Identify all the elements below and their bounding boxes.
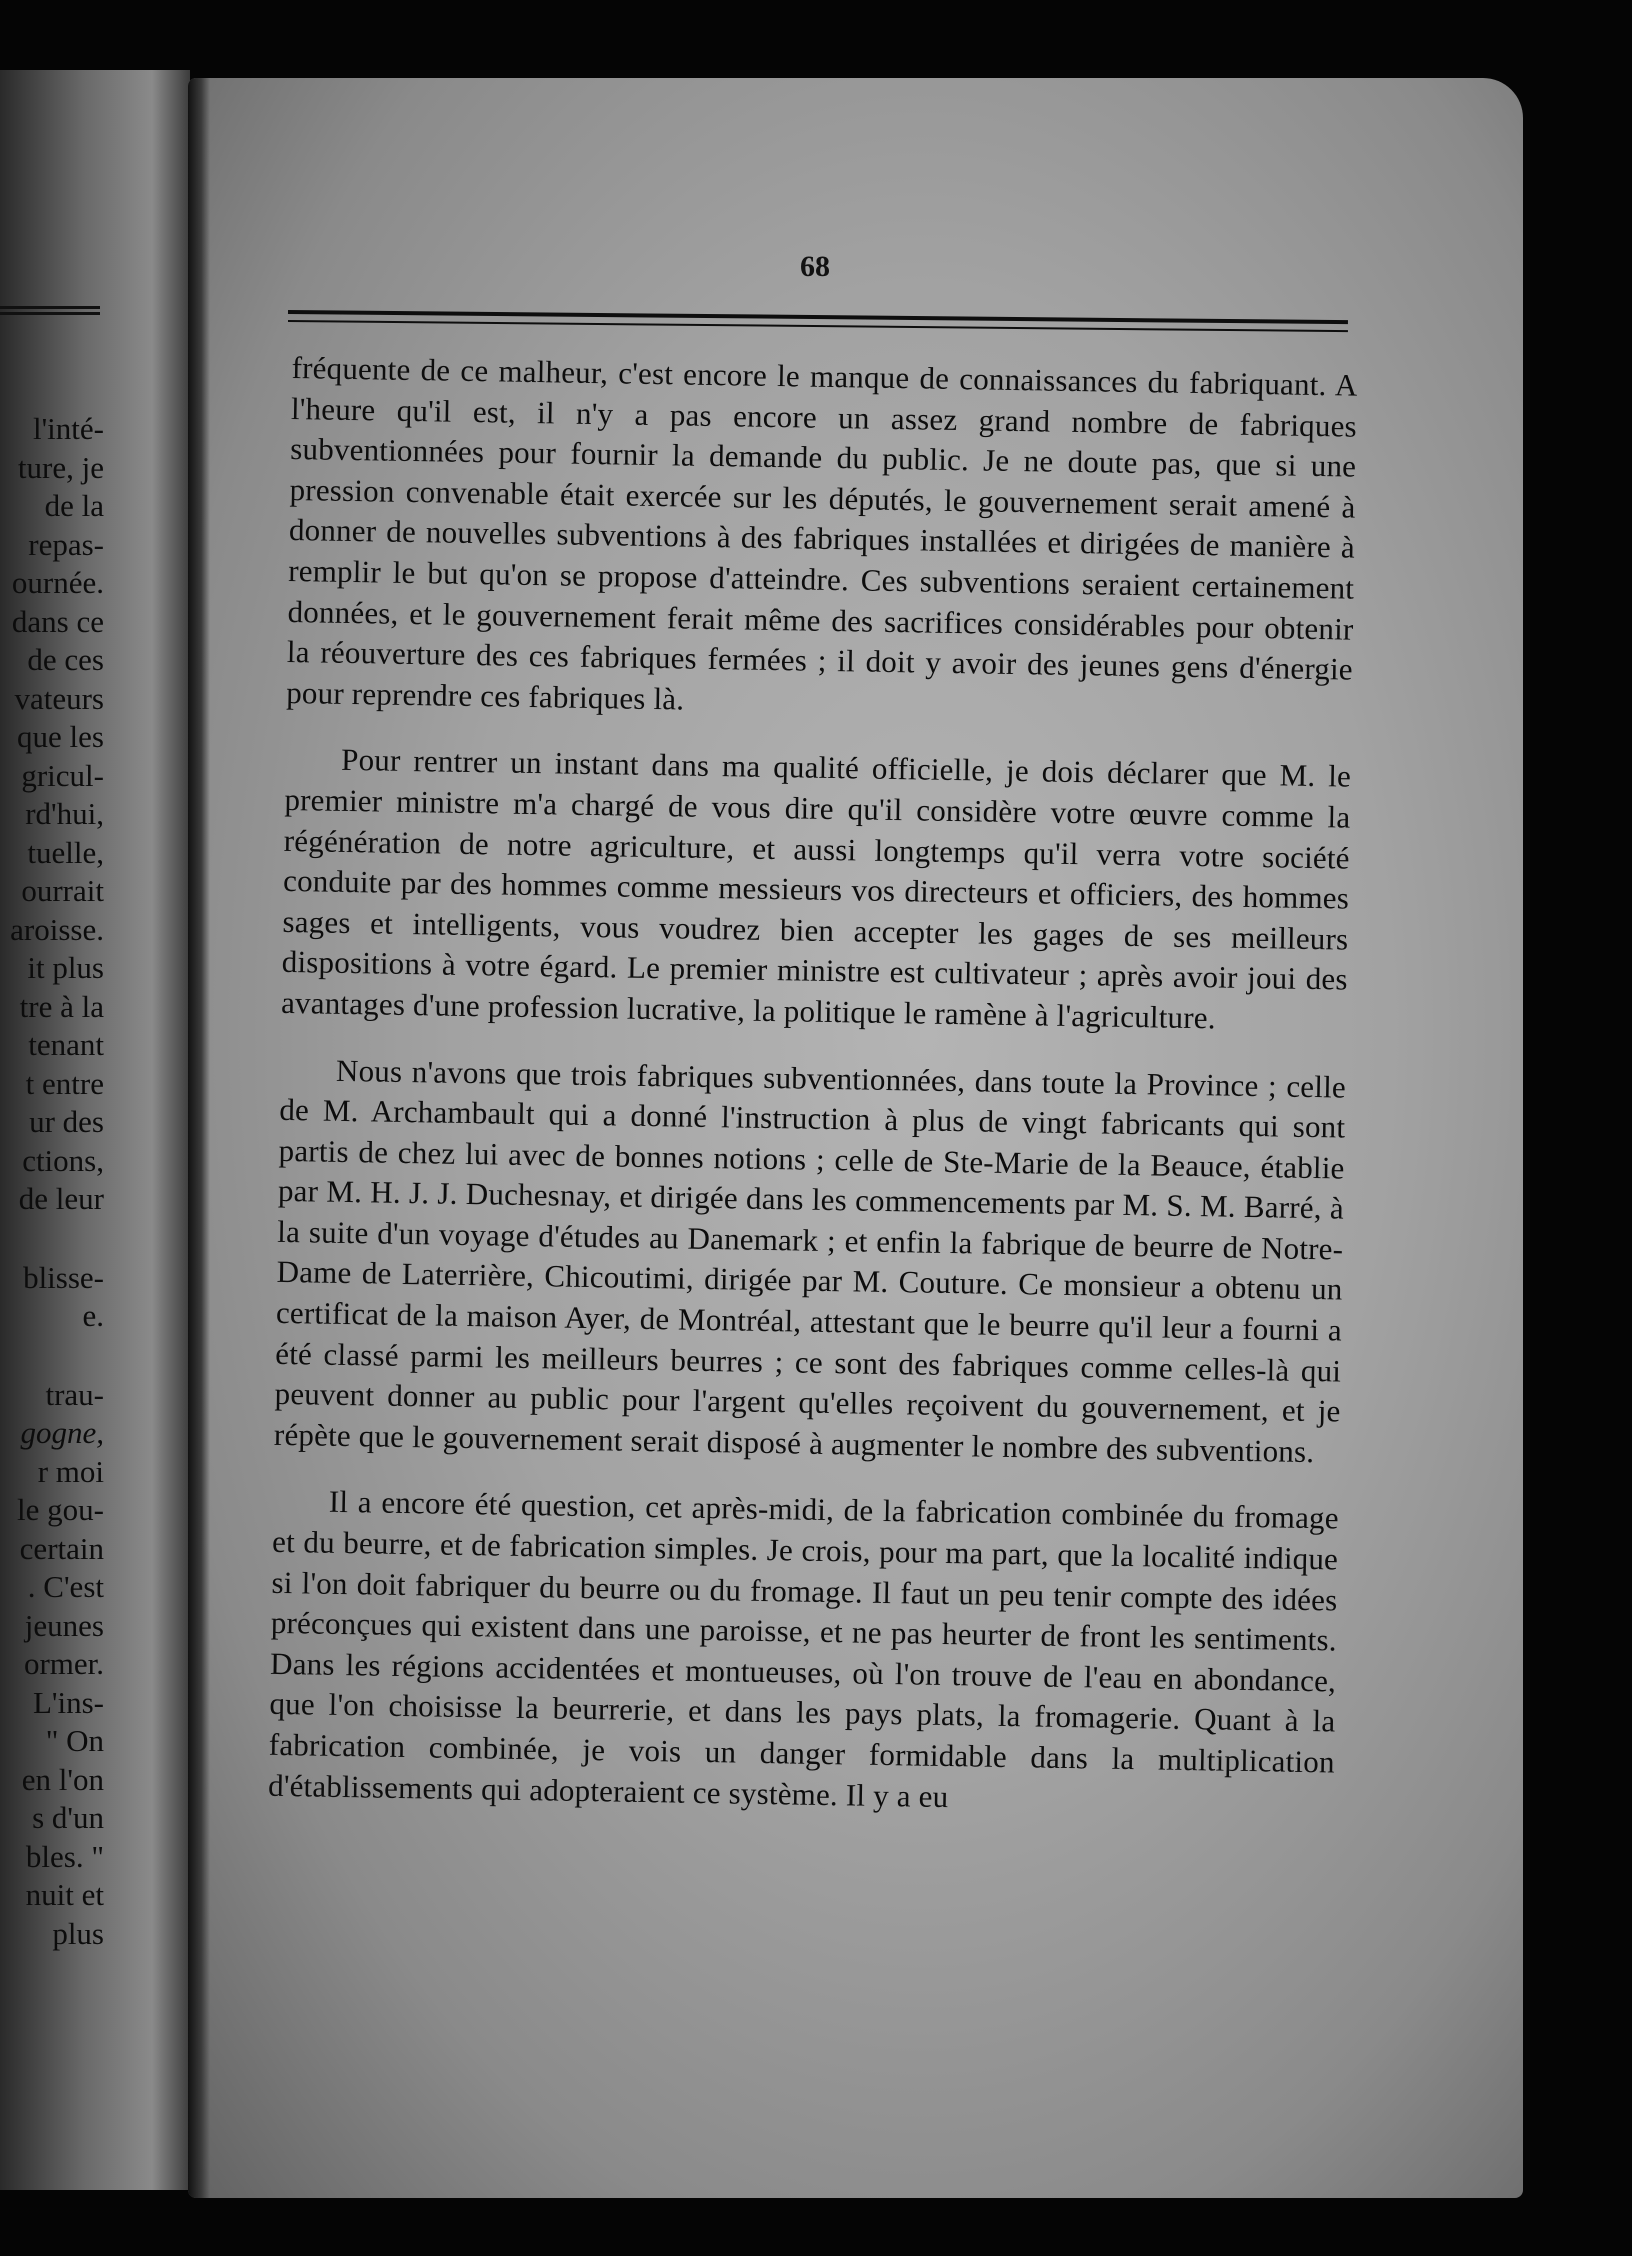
left-line: s d'un — [32, 1800, 104, 1835]
left-line: tenant — [28, 1027, 104, 1062]
page-number: 68 — [800, 250, 830, 283]
left-page-header-rule — [0, 306, 100, 309]
left-line: tuelle, — [27, 834, 104, 870]
left-spacer — [0, 1219, 104, 1259]
left-line: " On — [45, 1723, 104, 1758]
left-line: . C'est — [27, 1569, 104, 1604]
left-line: certain — [19, 1530, 104, 1566]
left-line: dans ce — [11, 603, 104, 639]
left-page-fragment — [0, 70, 190, 2190]
left-line: L'ins- — [32, 1684, 104, 1720]
left-line: l'inté- — [32, 411, 104, 446]
left-line: tre à la — [19, 988, 104, 1024]
left-line: bles. " — [25, 1838, 104, 1874]
left-line: le gou- — [17, 1492, 104, 1527]
page-spine-shadow — [188, 78, 210, 2198]
left-line: blisse- — [23, 1259, 104, 1295]
left-line: gricul- — [21, 757, 104, 793]
left-line: t entre — [25, 1065, 104, 1101]
left-line: de la — [44, 488, 104, 523]
left-line: ournée. — [11, 565, 104, 600]
left-line: de ces — [27, 642, 104, 677]
left-line: it plus — [27, 950, 104, 985]
left-spacer — [0, 1336, 104, 1376]
left-line: plus — [52, 1915, 104, 1951]
paragraph: Nous n'avons que trois fabriques subventionnées, dans toute la Province ; celle de M. Archambault qui a donné l'instruction à plus de vingt fabricants qui sont partis de chez lui avec de bonnes notions ; celle de Ste-Marie de la Beauce, établie par M. H. J. J. Duchesnay, et dirigée dans les commencements par M. S. M. Barré, à la suite d'un voyage d'études au Danemark ; et enfin la fabrique de beurre de Notre-Dame de Laterrière, Chicoutimi, dirigée par M. Couture. Ce monsieur a obtenu un certificat de la maison Ayer, de Montréal, attestant que le beurre qu'il leur a fourni a été classé parmi les meilleurs beurres ; ce sont des fabriques comme celles-là qui peuvent donner au public pour l'argent qu'elles reçoivent du gouvernement, et je répète que le gouvernement serait disposé à augmenter le nombre des subventions. — [273, 1052, 1347, 1469]
left-line: rd'hui, — [25, 796, 104, 831]
book-page — [188, 78, 1523, 2198]
left-line: jeunes — [24, 1607, 104, 1643]
left-line: r moi — [37, 1453, 104, 1489]
body-text — [267, 348, 1357, 1850]
left-line: ctions, — [22, 1142, 104, 1178]
left-line: repas- — [28, 526, 104, 562]
left-line: ourrait — [21, 873, 104, 908]
left-line: en l'on — [21, 1761, 104, 1797]
left-line: que les — [17, 719, 104, 754]
left-page-text — [0, 410, 104, 1953]
left-line: ur des — [29, 1104, 104, 1139]
left-line: trau- — [45, 1376, 104, 1412]
left-line: vateurs — [14, 680, 104, 716]
left-line: gogne, — [20, 1415, 104, 1450]
left-line: ture, je — [17, 449, 104, 485]
paragraph: fréquente de ce malheur, c'est encore le manque de connaissances du fabriquant. A l'heure qu'il est, il n'y a pas encore un assez grand nombre de fabriques subventionnées pour fournir la demande du public. Je ne doute pas, que si une pression convenable était exercée sur les députés, le gouvernement serait amené à donner de nouvelles subventions à des fabriques installées et dirigées de manière à remplir le but qu'on se propose d'atteindre. Ces subventions seraient certainement données, et le gouvernement ferait même des sacrifices considérables pour obtenir la réouverture des ces fabriques fermées ; il doit y avoir des jeunes gens d'énergie pour reprendre ces fabriques là. — [286, 349, 1358, 717]
left-line: e. — [82, 1298, 104, 1333]
left-line: de leur — [18, 1181, 104, 1216]
left-line: ormer. — [23, 1646, 104, 1681]
paragraph: Pour rentrer un instant dans ma qualité officielle, je dois déclarer que M. le premier ministre m'a chargé de vous dire qu'il considère votre œuvre comme la régénération de notre agriculture, et aussi longtemps qu'il verra votre société conduite par des hommes comme messieurs vos directeurs et officiers, des hommes sages et intelligents, vous voudrez bien accepter les gages de ses meilleurs dispositions à votre égard. Le premier ministre est cultivateur ; après avoir joui des avantages d'une profession lucrative, la politique le ramène à l'agriculture. — [280, 742, 1352, 1036]
left-line: nuit et — [25, 1877, 104, 1912]
paragraph: Il a encore été question, cet après-midi, de la fabrication combinée du fromage et du beurre, et de fabrication simples. Je crois, pour ma part, que la localité indique si l'on doit fabriquer du beurre ou du fromage. Il faut un peu tenir compte des idées préconçues qui existent dans une paroisse, et ne pas heurter de front les sentiments. Dans les régions accidentées et montueuses, où l'on trouve de l'eau en abondance, que l'on choisisse la beurrerie, et dans les pays plats, la fromagerie. Quant à la fabrication combinée, je vois un danger formidable dans la multiplication d'établissements qui adopteraient ce système. Il y a eu — [267, 1484, 1340, 1814]
left-line: aroisse. — [10, 911, 104, 947]
